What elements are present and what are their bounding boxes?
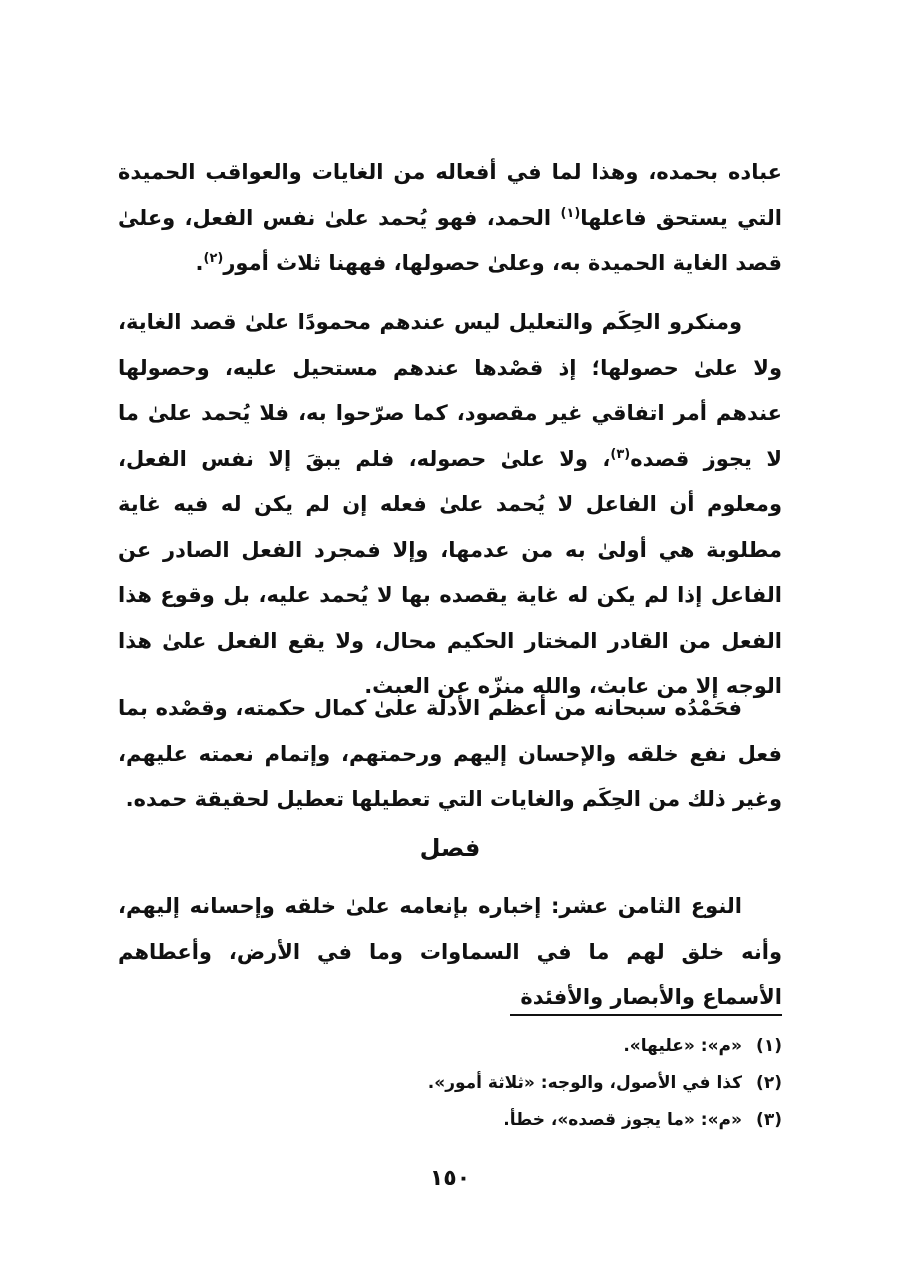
- footnote-item: [118, 1065, 782, 1102]
- footnote-item: [118, 1028, 782, 1065]
- footnote-item: [118, 1102, 782, 1139]
- footnote-ref-3[interactable]: (٣): [610, 446, 631, 462]
- indent: [742, 894, 782, 918]
- paragraph-1-text-a: عباده بحمده، وهذا لما في أفعاله من الغايات والعواقب الحميدة التي يستحق فاعلها: [118, 160, 782, 230]
- paragraph-4-text: النوع الثامن عشر: إخباره بإنعامه علىٰ خلقه وإحسانه إليهم، وأنه خلق لهم ما في السماوات وما في الأرض، وأعطاهم الأسماع والأبصار والأفئدة: [118, 894, 782, 1009]
- footnote-ref-1[interactable]: (١): [560, 205, 581, 221]
- footnote-text: «م»: «ما يجوز قصده»، خطأ.: [503, 1110, 742, 1130]
- footnote-number: (٣): [756, 1110, 782, 1130]
- footnote-number: (١): [756, 1036, 782, 1056]
- paragraph-4: [118, 884, 782, 1021]
- paragraph-1-text-b: الحمد، فهو يُحمد علىٰ نفس الفعل، وعلىٰ قصد الغاية الحميدة به، وعلىٰ حصولها، فههنا ثلاث أمور: [118, 205, 782, 275]
- footnote-text: كذا في الأصول، والوجه: «ثلاثة أمور».: [427, 1073, 742, 1093]
- footnote-number: (٢): [756, 1073, 782, 1093]
- indent: [742, 696, 782, 720]
- paragraph-1: [118, 150, 782, 287]
- footnote-ref-2[interactable]: (٢): [203, 251, 224, 266]
- paragraph-3-text: فحَمْدُه سبحانه من أعظم الأدلة علىٰ كمال حكمته، وقصْده بما فعل نفع خلقه والإحسان إليهم ورحمتهم، وإتمام نعمته عليهم، وغير ذلك من الحِكَم والغايات التي تعطيلها تعطيل لحقيقة حمده.: [118, 696, 782, 811]
- page-number: ١٥٠: [429, 1166, 471, 1191]
- footnote-divider: [510, 1014, 782, 1016]
- indent: [742, 310, 782, 334]
- section-heading: فصل: [419, 834, 481, 862]
- footnote-text: «م»: «عليها».: [623, 1036, 742, 1056]
- paragraph-3: [118, 686, 782, 823]
- footnotes-list: [118, 1028, 782, 1139]
- paragraph-2-text-b: ، ولا علىٰ حصوله، فلم يبقَ إلا نفس الفعل، ومعلوم أن الفاعل لا يُحمد علىٰ فعله إن لم يكن له فيه غاية مطلوبة هي أولىٰ به من عدمها، وإلا فمجرد الفعل الصادر عن الفاعل إذا لم يكن له غاية يقصده بها لا يُحمد عليه، بل وقوع هذا الفعل من القادر المختار الحكيم محال، ولا يقع الفعل علىٰ هذا الوجه إلا من عابث، والله منزّه عن العبث.: [118, 446, 782, 698]
- paragraph-2: [118, 300, 782, 710]
- paragraph-2-text-a: ومنكرو الحِكَم والتعليل ليس عندهم محمودًا علىٰ قصد الغاية، ولا علىٰ حصولها؛ إذ قصْدها عندهم مستحيل عليه، وحصولها عندهم أمر اتفاقي غير مقصود، كما صرّحوا به، فلا يُحمد علىٰ ما لا يجوز قصده: [118, 310, 782, 471]
- paragraph-1-text-c: .: [195, 251, 204, 275]
